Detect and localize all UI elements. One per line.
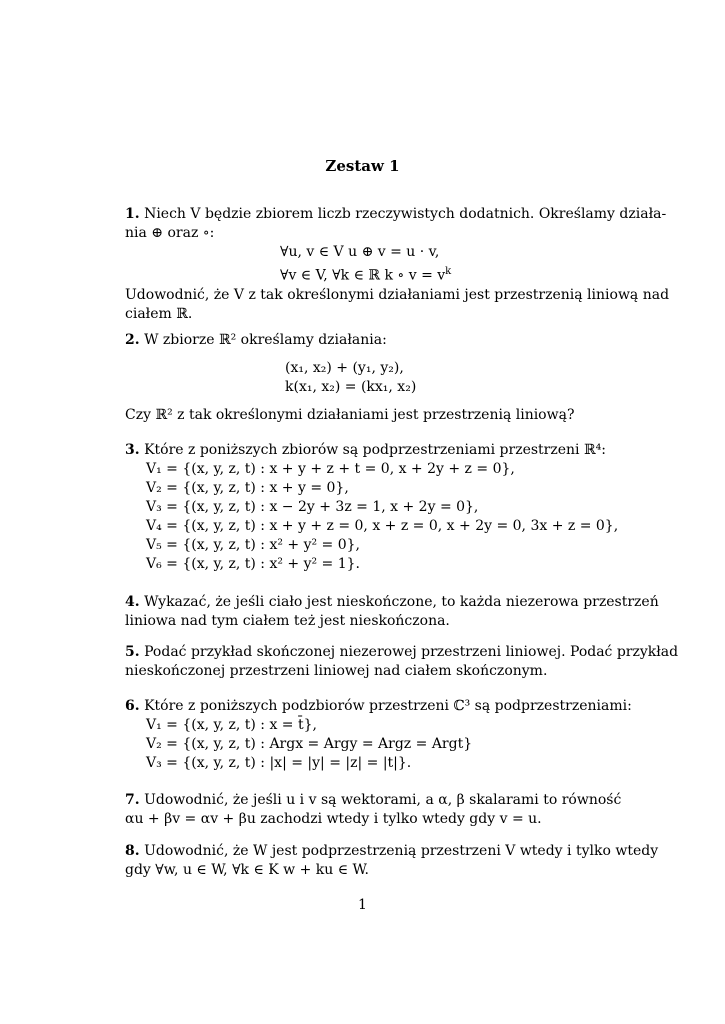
problem-text: Niech V będzie zbiorem liczb rzeczywistych dodatnich. Określamy działa- — [144, 206, 667, 222]
problem-5 — [125, 643, 679, 681]
problem-text: Które z poniższych zbiorów są podprzestrzeniami przestrzeni ℝ⁴: — [144, 442, 606, 458]
problem-6 — [125, 697, 632, 773]
problem-1 — [125, 205, 670, 324]
problem-text: Czy ℝ² z tak określonymi działaniami jest przestrzenią liniową? — [125, 407, 575, 423]
set-definition: V₃ = {(x, y, z, t) : x − 2y + 3z = 1, x + 2y = 0}, — [146, 499, 479, 515]
problem-8 — [125, 842, 659, 880]
set-definition: V₁ = {(x, y, z, t) : x + y + z + t = 0, x + 2y + z = 0}, — [146, 461, 515, 477]
problem-text: αu + βv = αv + βu zachodzi wtedy i tylko wtedy gdy v = u. — [125, 811, 542, 827]
set-definition: V₅ = {(x, y, z, t) : x² + y² = 0}, — [146, 537, 361, 553]
set-definition: V₂ = {(x, y, z, t) : x + y = 0}, — [146, 480, 349, 496]
formula-line: k(x₁, x₂) = (kx₁, x₂) — [285, 379, 417, 395]
problem-number: 4. — [125, 594, 140, 610]
problem-number: 7. — [125, 792, 140, 808]
problem-text: Wykazać, że jeśli ciało jest nieskończone, to każda niezerowa przestrzeń — [144, 594, 659, 610]
problem-number: 5. — [125, 644, 140, 660]
page-number: 1 — [358, 897, 367, 913]
page-title: Zestaw 1 — [325, 157, 400, 175]
set-definition: V₃ = {(x, y, z, t) : |x| = |y| = |z| = |t|}. — [146, 755, 412, 771]
problem-text: Udowodnić, że jeśli u i v są wektorami, a α, β skalarami to równość — [144, 792, 622, 808]
formula-line: ∀v ∈ V, ∀k ∈ ℝ k ∘ $v = v^k$ — [280, 266, 452, 284]
problem-number: 3. — [125, 442, 140, 458]
problem-text: W zbiorze ℝ² określamy działania: — [144, 332, 387, 348]
problem-number: 8. — [125, 843, 140, 859]
problem-number: 6. — [125, 698, 140, 714]
problem-number: 1. — [125, 206, 140, 222]
problem-3 — [125, 441, 619, 574]
problem-text: Udowodnić, że W jest podprzestrzenią przestrzeni V wtedy i tylko wtedy — [144, 843, 659, 859]
problem-text: Podać przykład skończonej niezerowej przestrzeni liniowej. Podać przykład — [144, 644, 679, 660]
set-definition: V₂ = {(x, y, z, t) : Argx = Argy = Argz = Argt} — [146, 736, 473, 752]
set-definition: V₁ = {(x, y, z, t) : x = t̄}, — [146, 717, 317, 733]
problem-text: Które z poniższych podzbiorów przestrzeni ℂ³ są podprzestrzeniami: — [144, 698, 632, 714]
problem-text: gdy ∀w, u ∈ W, ∀k ∈ K w + ku ∈ W. — [125, 862, 369, 878]
problem-7 — [125, 791, 622, 829]
problem-text: nia ⊕ oraz ∘: — [125, 225, 215, 241]
problem-number: 2. — [125, 332, 140, 348]
problem-text: liniowa nad tym ciałem też jest nieskończona. — [125, 613, 450, 629]
problem-4 — [125, 593, 659, 631]
formula-line: ∀u, v ∈ V u ⊕ v = u · v, — [280, 244, 440, 260]
set-definition: V₆ = {(x, y, z, t) : x² + y² = 1}. — [146, 556, 361, 572]
problem-text: ciałem ℝ. — [125, 305, 193, 322]
formula-line: (x₁, x₂) + (y₁, y₂), — [285, 360, 404, 376]
problem-text: nieskończonej przestrzeni liniowej nad ciałem skończonym. — [125, 663, 548, 679]
problem-2 — [125, 331, 599, 425]
problem-text: Udowodnić, że V z tak określonymi działaniami jest przestrzenią liniową nad — [125, 286, 670, 303]
set-definition: V₄ = {(x, y, z, t) : x + y + z = 0, x + z = 0, x + 2y = 0, 3x + z = 0}, — [146, 518, 619, 534]
